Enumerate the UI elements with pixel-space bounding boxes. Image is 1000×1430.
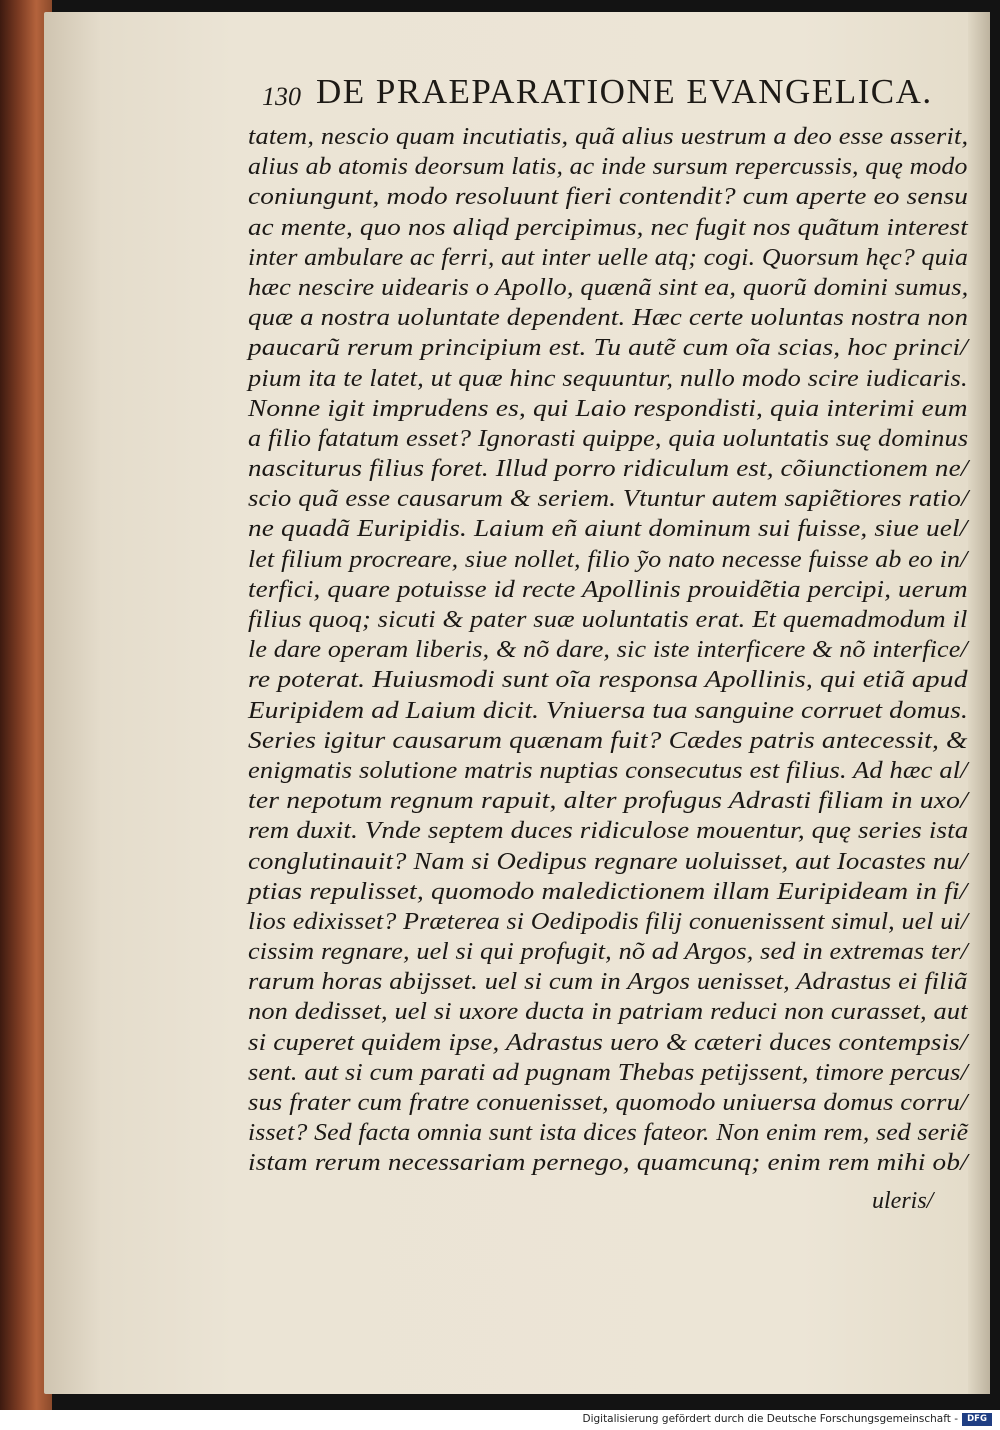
text-line: pium ita te latet, ut quæ hinc sequuntur, nullo modo scire iudicaris. — [248, 365, 968, 392]
text-line: sent. aut si cum parati ad pugnam Thebas petijssent, timore percus/ — [248, 1059, 968, 1086]
text-line: conglutinauit? Nam si Oedipus regnare uoluisset, aut Iocastes nu/ — [248, 848, 968, 875]
text-line: Nonne igit imprudens es, qui Laio respondisti, quia interimi eum — [248, 395, 968, 422]
text-line: ptias repulisset, quomodo maledictionem illam Euripideam in fi/ — [248, 878, 968, 905]
text-line: terfici, quare potuisse id recte Apollinis prouidẽtia percipi, uerum — [248, 576, 968, 603]
text-line: rem duxit. Vnde septem duces ridiculose mouentur, quę series ista — [248, 818, 969, 845]
text-line: cissim regnare, uel si qui profugit, nõ ad Argos, sed in extremas ter/ — [248, 939, 968, 966]
text-line: hæc nescire uidearis o Apollo, quænã sint ea, quorũ domini sumus, — [248, 274, 969, 301]
text-line: alius ab atomis deorsum latis, ac inde sursum repercussis, quę modo — [248, 154, 968, 181]
text-line: ne quadã Euripidis. Laium eñ aiunt dominum sui fuisse, siue uel/ — [248, 516, 968, 543]
text-line: tatem, nescio quam incutiatis, quã alius uestrum a deo esse asserit, — [248, 124, 969, 150]
text-line: scio quã esse causarum & seriem. Vtuntur autem sapiẽtiores ratio/ — [248, 486, 969, 513]
footer-bar — [0, 1410, 1000, 1430]
dfg-logo: DFG — [962, 1413, 992, 1426]
text-line: ter nepotum regnum rapuit, alter profugus Adrasti filiam in uxo/ — [248, 788, 968, 815]
text-line: ac mente, quo nos aliqd percipimus, nec fugit nos quãtum interest — [248, 214, 968, 241]
text-line: si cuperet quidem ipse, Adrastus uero & cæteri duces contempsis/ — [248, 1029, 968, 1056]
page-number: 130 — [262, 82, 301, 111]
text-line: filius quoq; sicuti & pater suæ uoluntatis erat. Et quemadmodum il — [248, 607, 968, 633]
text-line: inter ambulare ac ferri, aut inter uelle atq; cogi. Quorsum hęc? quia — [248, 244, 969, 271]
text-line: Euripidem ad Laium dicit. Vniuersa tua sanguine corruet domus. — [248, 697, 968, 724]
text-line: non dedisset, uel si uxore ducta in patriam reduci non curasset, aut — [248, 999, 968, 1026]
text-line: isset? Sed facta omnia sunt ista dices fateor. Non enim rem, sed seriẽ — [248, 1120, 969, 1147]
text-line: a filio fatatum esset? Ignorasti quippe, quia uoluntatis suę dominus — [248, 425, 969, 452]
running-title: DE PRAEPARATIONE EVANGELICA. — [316, 72, 933, 111]
page-header — [262, 72, 962, 118]
catchword: uleris/ — [872, 1188, 934, 1214]
footer-credit: Digitalisierung gefördert durch die Deutsche Forschungsgemeinschaft - — [582, 1413, 958, 1425]
text-line: coniungunt, modo resoluunt fieri contendit? cum aperte eo sensu — [248, 184, 969, 211]
text-line: let filium procreare, siue nollet, filio ỹo nato necesse fuisse ab eo in/ — [248, 546, 968, 573]
text-line: quæ a nostra uoluntate dependent. Hæc certe uoluntas nostra non — [248, 305, 969, 332]
text-line: nasciturus filius foret. Illud porro ridiculum est, cõiunctionem ne/ — [248, 456, 969, 483]
text-line: istam rerum necessariam pernego, quamcunq; enim rem mihi ob/ — [248, 1150, 968, 1177]
text-line: re poterat. Huiusmodi sunt oĩa responsa Apollinis, qui etiã apud — [248, 667, 968, 694]
text-line: le dare operam liberis, & nõ dare, sic iste interficere & nõ interfice/ — [248, 637, 968, 664]
text-line: sus frater cum fratre conuenisset, quomodo uniuersa domus corru/ — [248, 1090, 968, 1116]
text-line: rarum horas abijsset. uel si cum in Argos uenisset, Adrastus ei filiã — [248, 969, 968, 996]
text-line: lios edixisset? Præterea si Oedipodis filij conuenissent simul, uel ui/ — [248, 908, 969, 935]
body-text — [248, 122, 968, 1179]
text-line: paucarũ rerum principium est. Tu autẽ cum oĩa scias, hoc princi/ — [248, 335, 968, 362]
text-line: enigmatis solutione matris nuptias consecutus est filius. Ad hæc al/ — [248, 757, 968, 784]
text-line: Series igitur causarum quænam fuit? Cædes patris antecessit, & — [248, 727, 968, 754]
